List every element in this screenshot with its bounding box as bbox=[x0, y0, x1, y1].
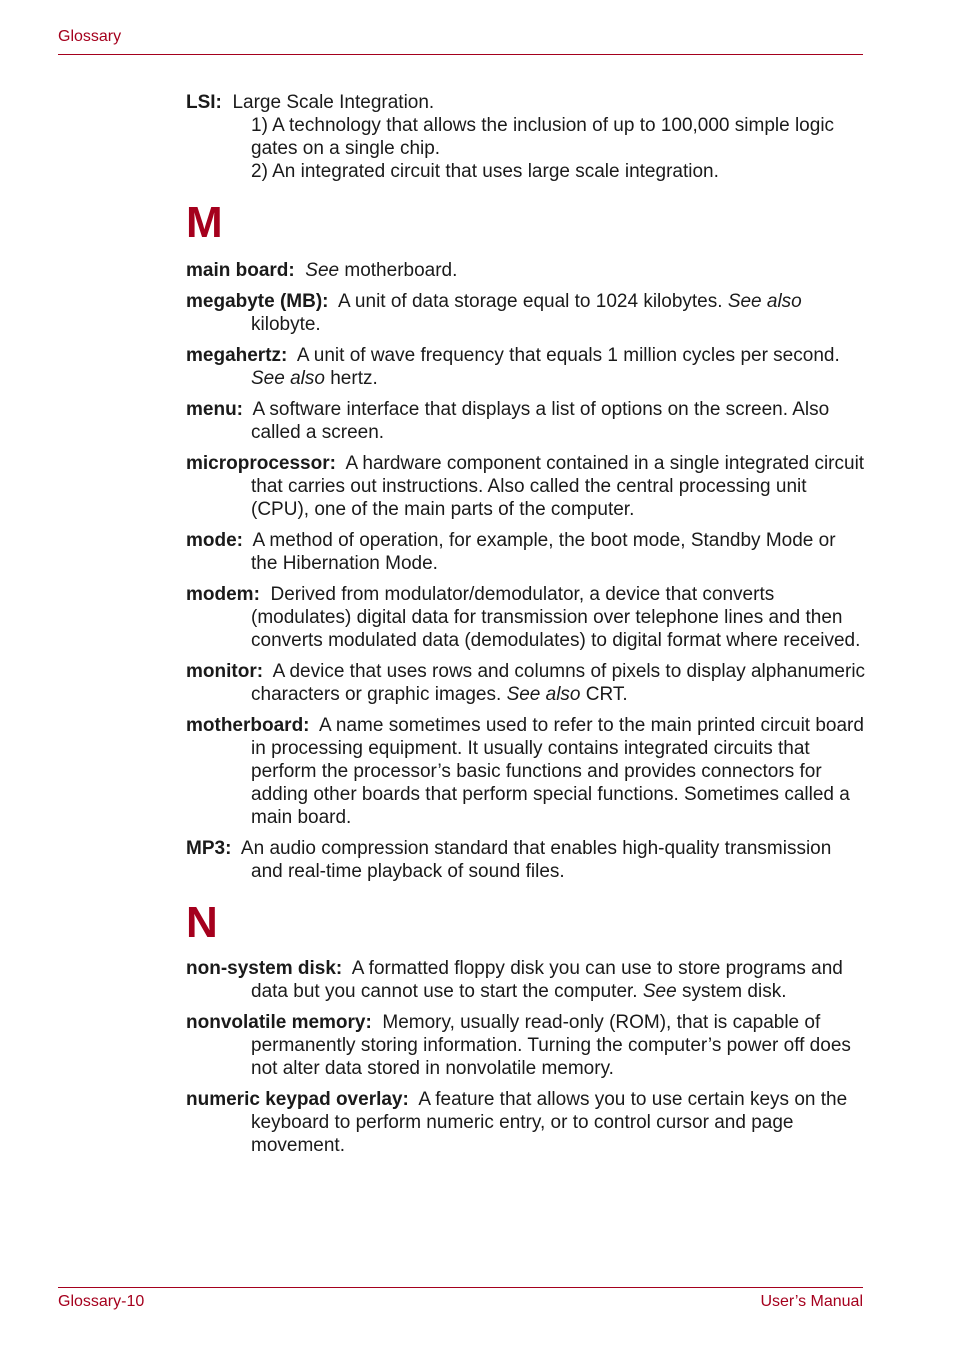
entry-term: non-system disk: bbox=[186, 958, 343, 979]
glossary-entry-megabyte bbox=[186, 290, 866, 336]
page-number: Glossary-10 bbox=[58, 1293, 145, 1310]
entry-subitem-1: 1) A technology that allows the inclusion of up to 100,000 simple logic gates on a single chip. bbox=[251, 115, 835, 159]
entry-term: microprocessor: bbox=[186, 453, 336, 474]
glossary-entry-nonvolatile-memory bbox=[186, 1011, 866, 1080]
see-reference: See also bbox=[506, 684, 581, 705]
entry-definition-tail: CRT. bbox=[580, 684, 628, 705]
entry-definition: A unit of wave frequency that equals 1 million cycles per second. bbox=[296, 345, 840, 366]
entry-definition: A formatted floppy disk you can use to store programs and data but you cannot use to start the computer. bbox=[251, 958, 843, 1002]
section-heading-n: N bbox=[186, 898, 219, 947]
entry-term: megabyte (MB): bbox=[186, 291, 329, 312]
section-heading-m: M bbox=[186, 198, 224, 247]
glossary-entry-main-board bbox=[186, 259, 866, 282]
entry-definition: A software interface that displays a list of options on the screen. Also called a screen. bbox=[251, 399, 830, 443]
entry-term: motherboard: bbox=[186, 715, 310, 736]
glossary-entry-microprocessor bbox=[186, 452, 866, 521]
entry-definition: Derived from modulator/demodulator, a device that converts (modulates) digital data for transmission over telephone lines and then converts modulated data (demodulates) to digital format where received. bbox=[251, 584, 861, 651]
entry-subitem-2: 2) An integrated circuit that uses large scale integration. bbox=[251, 161, 719, 182]
entry-term: numeric keypad overlay: bbox=[186, 1089, 409, 1110]
entry-definition: A hardware component contained in a single integrated circuit that carries out instructions. Also called the central processing unit (CPU), one of the main parts of the computer. bbox=[251, 453, 865, 520]
glossary-entry-non-system-disk bbox=[186, 957, 866, 1003]
entry-definition-tail: hertz. bbox=[324, 368, 378, 389]
footer-rule bbox=[58, 1287, 863, 1288]
entry-term: menu: bbox=[186, 399, 243, 420]
entry-definition: A unit of data storage equal to 1024 kilobytes. bbox=[338, 291, 728, 312]
entry-definition: Memory, usually read-only (ROM), that is capable of permanently storing information. Turning the computer’s power off does not alter data stored in nonvolatile memory. bbox=[251, 1012, 851, 1079]
glossary-entry-menu bbox=[186, 398, 866, 444]
see-reference: See also bbox=[727, 291, 802, 312]
entry-term: LSI: bbox=[186, 92, 222, 113]
glossary-entry-monitor bbox=[186, 660, 866, 706]
glossary-entry-mode bbox=[186, 529, 866, 575]
glossary-entry-motherboard bbox=[186, 714, 866, 829]
glossary-entry-megahertz bbox=[186, 344, 866, 390]
entry-term: modem: bbox=[186, 584, 260, 605]
glossary-entry-modem bbox=[186, 583, 866, 652]
entry-term: monitor: bbox=[186, 661, 264, 682]
see-reference: See bbox=[305, 260, 340, 281]
entry-term: MP3: bbox=[186, 838, 232, 859]
entry-definition: Large Scale Integration. bbox=[232, 92, 435, 113]
entry-definition-tail: kilobyte. bbox=[251, 314, 321, 335]
entry-definition: A feature that allows you to use certain keys on the keyboard to perform numeric entry, or to control cursor and page movement. bbox=[251, 1089, 848, 1156]
glossary-entry-lsi bbox=[186, 91, 866, 114]
glossary-content bbox=[186, 91, 866, 1165]
running-header: Glossary bbox=[58, 28, 122, 45]
entry-definition: An audio compression standard that enables high-quality transmission and real-time playback of sound files. bbox=[240, 838, 832, 882]
entry-definition: A method of operation, for example, the boot mode, Standby Mode or the Hibernation Mode. bbox=[251, 530, 836, 574]
entry-term: nonvolatile memory: bbox=[186, 1012, 372, 1033]
entry-definition-tail: system disk. bbox=[676, 981, 787, 1002]
entry-term: main board: bbox=[186, 260, 295, 281]
entry-definition: A name sometimes used to refer to the main printed circuit board in processing equipment. It usually contains integrated circuits that perform the processor’s basic functions and provides connectors for adding other boards that perform special functions. Sometimes called a main board. bbox=[251, 715, 864, 828]
manual-title: User’s Manual bbox=[760, 1293, 863, 1310]
glossary-entry-numeric-keypad-overlay bbox=[186, 1088, 866, 1157]
see-reference: See also bbox=[251, 368, 325, 389]
header-rule bbox=[58, 54, 863, 55]
see-reference: See bbox=[642, 981, 677, 1002]
glossary-entry-mp3 bbox=[186, 837, 866, 883]
entry-definition: motherboard. bbox=[339, 260, 458, 281]
entry-term: megahertz: bbox=[186, 345, 288, 366]
entry-term: mode: bbox=[186, 530, 243, 551]
entry-definition: A device that uses rows and columns of pixels to display alphanumeric characters or graphic images. bbox=[251, 661, 866, 705]
